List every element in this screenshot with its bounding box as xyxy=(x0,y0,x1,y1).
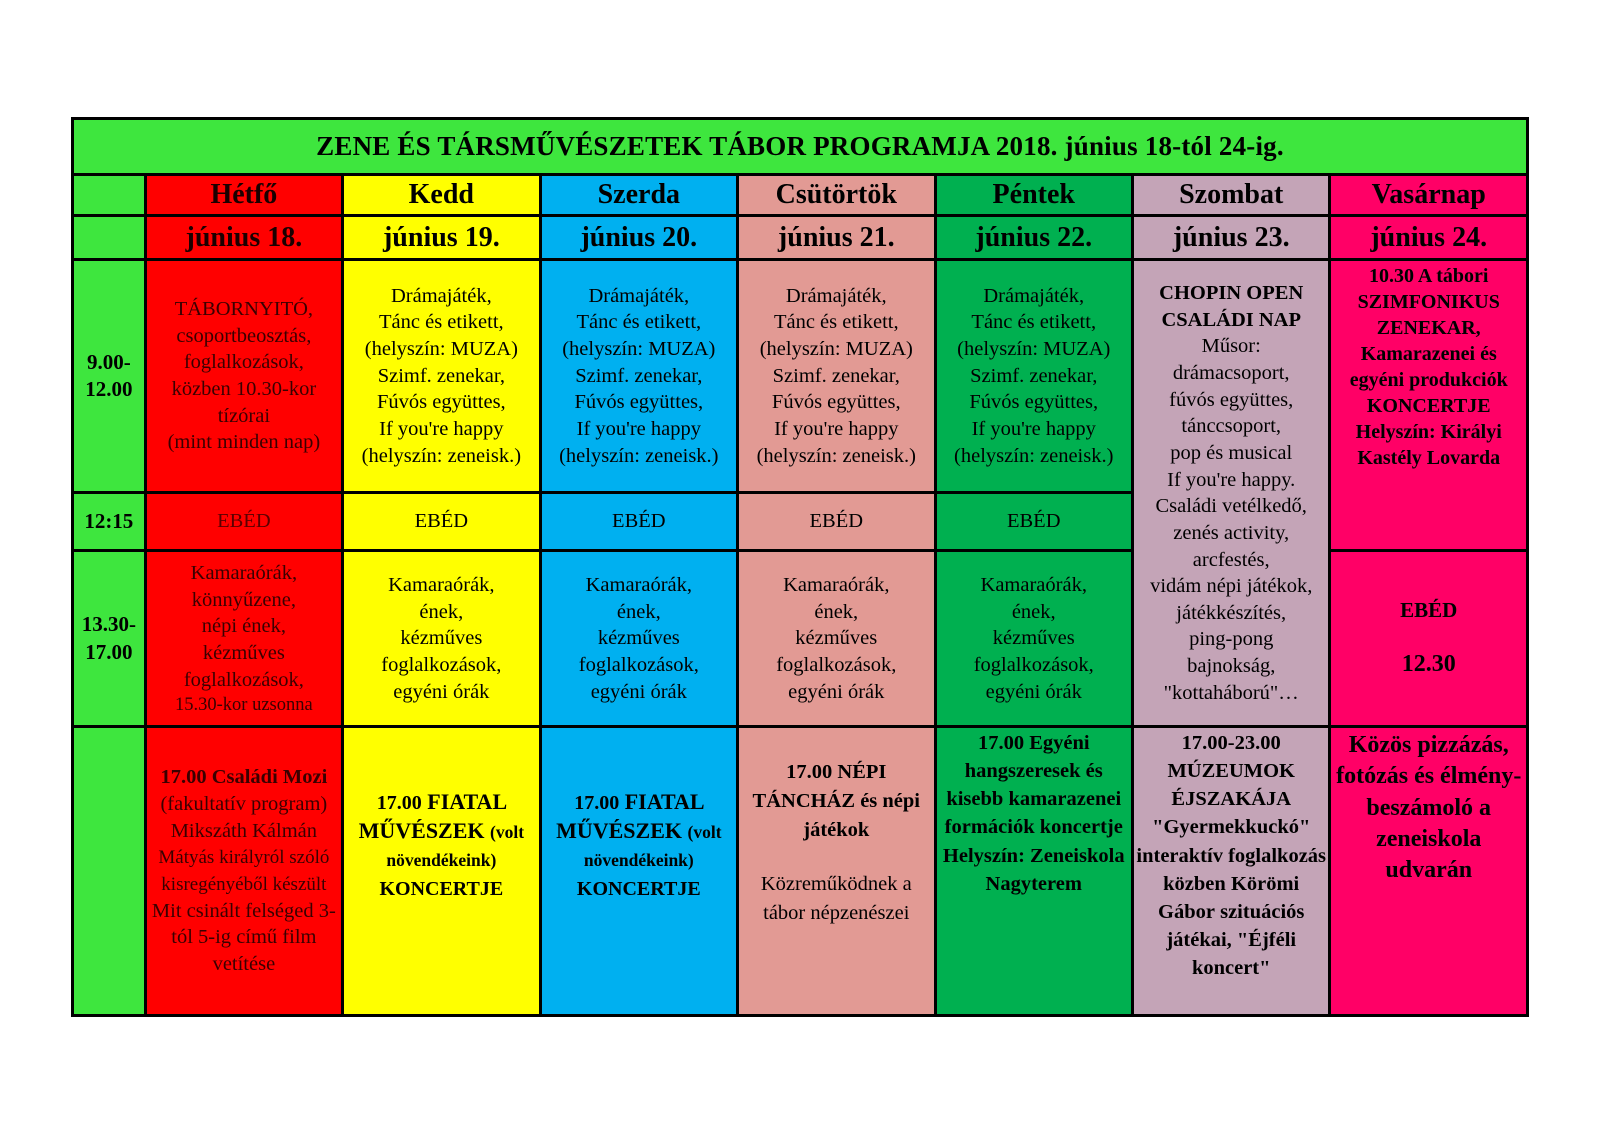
text-line: kézműves xyxy=(202,641,285,664)
day-date-tuesday: június 19. xyxy=(343,216,540,260)
text-line: koncertje xyxy=(1039,816,1123,839)
text-line: TÁBORNYITÓ, xyxy=(174,298,314,321)
text-line: Közreműködnek xyxy=(760,872,898,895)
text-line: Mit csinált felséged xyxy=(151,899,314,922)
text-line: KONCERTJE xyxy=(576,877,701,900)
text-line: If you're happy xyxy=(971,417,1096,440)
sunday-concert xyxy=(1330,260,1528,551)
text-line: ping-pong xyxy=(1189,628,1274,651)
day-date-wednesday: június 20. xyxy=(540,216,737,260)
text-line: bajnokság, xyxy=(1187,655,1276,678)
text-line: (helyszín: MUZA) xyxy=(957,338,1111,361)
text-line: "Gyermekkuckó" xyxy=(1152,816,1311,839)
text-line: ének, xyxy=(814,600,859,623)
time-morning xyxy=(73,260,146,492)
time-afternoon xyxy=(73,551,146,727)
text-line: kamarazenei xyxy=(1008,788,1122,811)
text-line: SZIMFONIKUS xyxy=(1357,291,1500,314)
morning-wednesday xyxy=(540,260,737,492)
time-lunch: 12:15 xyxy=(73,492,146,550)
text-line: If you're happy xyxy=(774,417,899,440)
text-line: 17.00 xyxy=(977,732,1025,755)
text-line: 17.00 xyxy=(160,766,207,789)
sunday-lunch-label: EBÉD xyxy=(1400,598,1458,623)
text-line: udvarán xyxy=(1385,856,1473,883)
text-line: Fúvós együttes, xyxy=(574,391,704,414)
evening-tuesday xyxy=(343,727,540,1016)
text-line: foglalkozások, xyxy=(578,653,699,676)
time-afternoon-start: 13.30- xyxy=(81,612,136,637)
day-date-thursday: június 21. xyxy=(738,216,935,260)
text-line: Lovarda xyxy=(1426,447,1501,470)
lunch-tuesday: EBÉD xyxy=(343,492,540,550)
text-line: kézműves xyxy=(992,627,1075,650)
day-date-monday: június 18. xyxy=(145,216,342,260)
text-line: FIATAL xyxy=(427,789,506,815)
text-line: fúvós együttes, xyxy=(1169,388,1294,411)
saturday-family-day xyxy=(1132,260,1329,727)
text-line: Szimf. zenekar, xyxy=(575,364,703,387)
text-line: egyéni órák xyxy=(985,680,1082,703)
day-name-sunday: Vasárnap xyxy=(1330,175,1528,216)
text-line: Egyéni xyxy=(1029,732,1090,755)
evening-monday xyxy=(145,727,342,1016)
text-line: egyéni produkciók xyxy=(1349,369,1508,392)
day-name-wednesday: Szerda xyxy=(540,175,737,216)
text-line: Szimf. zenekar, xyxy=(377,364,505,387)
corner-cell xyxy=(73,175,146,216)
text-line: Kamaraórák, xyxy=(388,574,495,597)
text-line: 10.30 xyxy=(1368,265,1414,288)
text-line: Műsor: xyxy=(1201,335,1261,358)
text-line: foglalkozások, xyxy=(973,653,1094,676)
text-line: Körömi Gábor xyxy=(1158,872,1300,923)
morning-thursday xyxy=(738,260,935,492)
text-line: (helyszín: MUZA) xyxy=(364,338,518,361)
text-line: Tánc és etikett, xyxy=(576,311,702,334)
day-name-friday: Péntek xyxy=(935,175,1132,216)
morning-friday xyxy=(935,260,1132,492)
text-line: tízórai xyxy=(217,404,271,427)
text-line: Drámajáték, xyxy=(588,284,690,307)
text-line: 17.00 xyxy=(786,761,833,784)
lunch-wednesday: EBÉD xyxy=(540,492,737,550)
text-line: (helyszín: MUZA) xyxy=(562,338,716,361)
text-line: interaktív xyxy=(1136,844,1223,867)
text-line: foglalkozás xyxy=(1228,844,1327,867)
time-evening xyxy=(73,727,146,1016)
text-line: 15.30-kor uzsonna xyxy=(175,695,313,716)
text-line: Tánc és etikett, xyxy=(971,311,1097,334)
text-line: beszámoló xyxy=(1366,794,1474,821)
text-line: Szimf. zenekar, xyxy=(772,364,900,387)
text-line: foglalkozások, xyxy=(183,668,304,691)
text-line: könnyűzene, xyxy=(191,588,296,611)
text-line: Családi vetélkedő, xyxy=(1155,495,1307,518)
text-line: kézműves xyxy=(795,627,878,650)
evening-thursday xyxy=(738,727,935,1016)
text-line: vidám népi játékok, xyxy=(1150,575,1313,598)
evening-wednesday xyxy=(540,727,737,1016)
text-line: Tánc és etikett, xyxy=(773,311,899,334)
text-line: közben 10.30-kor xyxy=(171,378,317,400)
text-line: 17.00-23.00 xyxy=(1181,732,1281,755)
text-line: Családi Mozi xyxy=(211,766,328,789)
text-line: ZENEKAR, xyxy=(1376,317,1481,340)
schedule-table xyxy=(71,117,1529,1017)
text-line: Helyszín: xyxy=(1355,421,1436,444)
afternoon-friday xyxy=(935,551,1132,727)
evening-saturday xyxy=(1132,727,1329,1016)
text-line: egyéni órák xyxy=(788,680,885,703)
text-line: MŰVÉSZEK xyxy=(358,817,485,843)
text-line: foglalkozások, xyxy=(776,653,897,676)
text-line: Szimf. zenekar, xyxy=(970,364,1098,387)
text-line: Drámajáték, xyxy=(390,284,492,307)
text-line: Közös pizzázás, xyxy=(1348,732,1509,759)
text-line: Fúvós együttes, xyxy=(969,391,1099,414)
text-line: Helyszín: xyxy=(942,844,1025,867)
morning-monday xyxy=(145,260,342,492)
text-line: 17.00 xyxy=(574,792,620,815)
text-line: játékkészítés, xyxy=(1176,601,1287,624)
text-line: és xyxy=(860,790,878,813)
text-line: If you're happy xyxy=(379,417,504,440)
text-line: (helyszín: MUZA) xyxy=(759,338,913,361)
text-line: (volt növendékeink) xyxy=(583,821,722,871)
time-morning-end: 12.00 xyxy=(85,377,133,401)
text-line: című film vetítése xyxy=(212,926,317,976)
text-line: Kamarazenei és xyxy=(1360,343,1497,366)
text-line: foglalkozások, xyxy=(381,653,502,676)
day-date-sunday: június 24. xyxy=(1330,216,1528,260)
text-line: kézműves xyxy=(597,627,680,650)
schedule-title: ZENE ÉS TÁRSMŰVÉSZETEK TÁBOR PROGRAMJA 2018. június 18-tól 24-ig. xyxy=(73,119,1528,175)
text-line: NÉPI xyxy=(837,761,887,784)
corner-cell-2 xyxy=(73,216,146,260)
text-line: (helyszín: zeneisk.) xyxy=(361,444,522,467)
text-line: "kottaháború"… xyxy=(1163,681,1299,704)
lunch-thursday: EBÉD xyxy=(738,492,935,550)
text-line: Kamaraórák, xyxy=(783,574,890,597)
time-afternoon-end: 17.00 xyxy=(85,639,133,664)
text-line: (helyszín: zeneisk.) xyxy=(756,444,916,467)
text-line: KONCERTJE xyxy=(1366,395,1491,418)
text-line: Mátyás királyról szóló xyxy=(158,847,330,869)
text-line: közben xyxy=(1163,872,1226,895)
afternoon-thursday xyxy=(738,551,935,727)
day-name-thursday: Csütörtök xyxy=(738,175,935,216)
text-line: If you're happy. xyxy=(1167,468,1296,491)
text-line: Drámajáték, xyxy=(785,284,887,307)
text-line: egyéni órák xyxy=(590,680,687,703)
text-line: (fakultatív program) xyxy=(160,793,328,816)
text-line: Nagyterem xyxy=(985,872,1082,895)
day-name-tuesday: Kedd xyxy=(343,175,540,216)
morning-tuesday xyxy=(343,260,540,492)
evening-friday xyxy=(935,727,1132,1016)
lunch-friday: EBÉD xyxy=(935,492,1132,550)
text-line: 17.00 xyxy=(376,792,422,815)
text-line: CHOPIN OPEN xyxy=(1159,282,1304,305)
sunday-lunch-time: 12.30 xyxy=(1401,650,1456,677)
text-line: ÉJSZAKÁJA xyxy=(1171,788,1292,811)
text-line: ének, xyxy=(419,600,464,623)
text-line: MÚZEUMOK xyxy=(1167,760,1295,783)
day-date-saturday: június 23. xyxy=(1132,216,1329,260)
text-line: Kamaraórák, xyxy=(585,574,693,597)
afternoon-monday xyxy=(145,551,342,727)
text-line: csoportbeosztás, xyxy=(176,324,312,347)
text-line: pop és musical xyxy=(1170,441,1293,464)
day-date-friday: június 22. xyxy=(935,216,1132,260)
text-line: tánccsoport, xyxy=(1181,415,1282,438)
text-line: Drámajáték, xyxy=(983,284,1085,307)
text-line: zenés activity, xyxy=(1173,521,1290,544)
text-line: Kamaraórák, xyxy=(980,574,1087,597)
evening-sunday xyxy=(1330,727,1528,1016)
day-name-saturday: Szombat xyxy=(1132,175,1329,216)
text-line: Mikszáth Kálmán xyxy=(170,819,318,842)
text-line: drámacsoport, xyxy=(1172,362,1290,385)
text-line: Fúvós együttes, xyxy=(771,391,901,414)
text-line: ének, xyxy=(616,600,661,623)
afternoon-tuesday xyxy=(343,551,540,727)
text-line: foglalkozások, xyxy=(183,351,304,374)
text-line: hangszeresek xyxy=(964,760,1081,783)
text-line: FIATAL xyxy=(624,789,704,815)
text-line: népi játékok xyxy=(803,790,920,842)
text-line: CSALÁDI NAP xyxy=(1161,308,1301,331)
text-line: népi ének, xyxy=(201,615,286,638)
text-line: "Éjféli koncert" xyxy=(1191,928,1297,979)
day-name-monday: Hétfő xyxy=(145,175,342,216)
text-line: If you're happy xyxy=(576,417,701,440)
lunch-monday: EBÉD xyxy=(145,492,342,550)
text-line: TÁNCHÁZ xyxy=(752,790,856,813)
text-line: (helyszín: zeneisk.) xyxy=(559,444,719,467)
text-line: arcfestés, xyxy=(1192,548,1270,571)
text-line: kézműves xyxy=(400,627,483,650)
text-line: és kisebb xyxy=(946,760,1103,811)
text-line: KONCERTJE xyxy=(379,877,504,900)
text-line: formációk xyxy=(944,816,1035,839)
text-line: szituációs játékai, xyxy=(1166,900,1305,951)
text-line: és élmény- xyxy=(1414,763,1522,790)
time-morning-start: 9.00- xyxy=(86,349,131,374)
text-line: Fúvós együttes, xyxy=(376,391,506,414)
text-line: a zeneiskola xyxy=(1376,794,1492,852)
text-line: Királyi Kastély xyxy=(1357,421,1502,470)
text-line: a tábor népzenészei xyxy=(763,872,912,924)
text-line: 3-tól 5-ig xyxy=(171,899,336,949)
text-line: egyéni órák xyxy=(393,680,490,703)
text-line: MŰVÉSZEK xyxy=(556,817,682,843)
text-line: (helyszín: zeneisk.) xyxy=(954,444,1114,467)
sunday-lunch xyxy=(1330,551,1528,727)
text-line: Zeneiskola xyxy=(1030,844,1125,867)
text-line: (mint minden nap) xyxy=(167,431,321,454)
text-line: (volt növendékeink) xyxy=(386,821,525,871)
text-line: A tábori xyxy=(1417,265,1489,288)
afternoon-wednesday xyxy=(540,551,737,727)
text-line: Tánc és etikett, xyxy=(379,311,504,334)
text-line: Kamaraórák, xyxy=(190,562,298,584)
text-line: ének, xyxy=(1011,600,1056,623)
text-line: fotózás xyxy=(1336,763,1409,790)
text-line: kisregényéből készült xyxy=(161,874,327,896)
